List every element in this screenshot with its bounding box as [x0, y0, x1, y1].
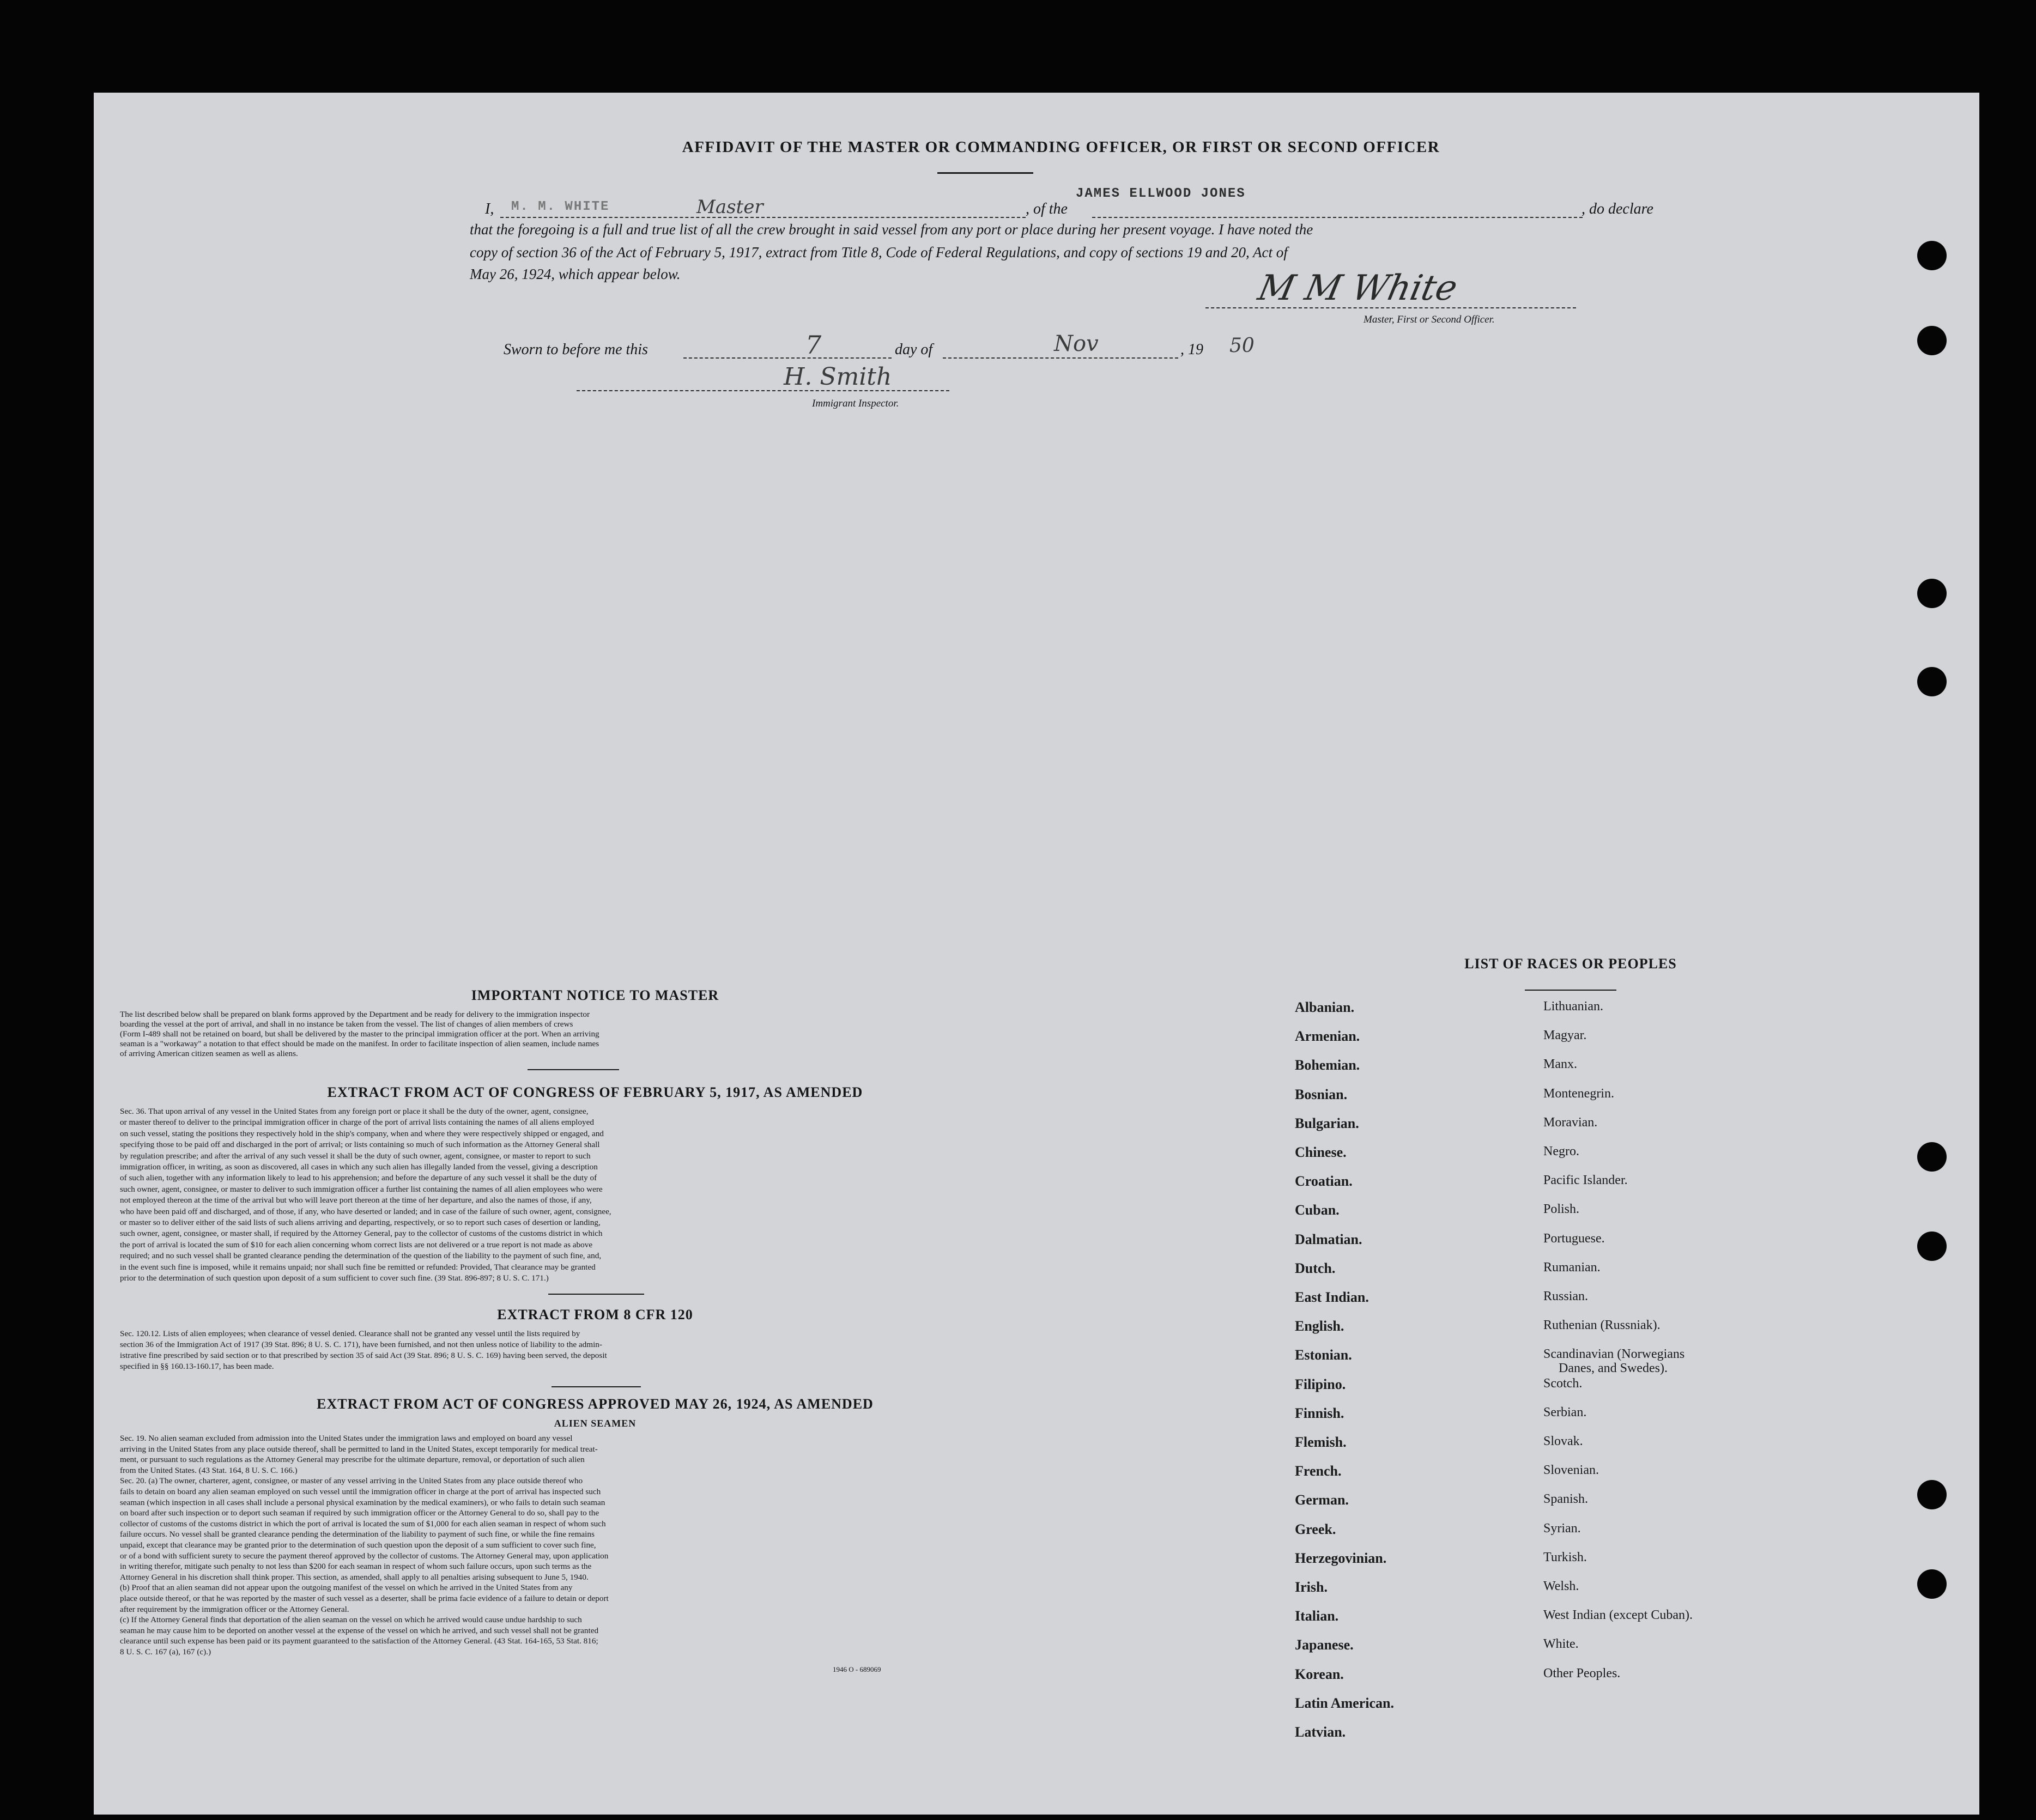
race-item: French.: [1295, 1463, 1342, 1479]
race-item: West Indian (except Cuban).: [1543, 1608, 1693, 1623]
of-the-label: , of the: [1026, 201, 1068, 217]
text-line: specifying those to be paid off and discharged in the port of arrival; or lists containing so much of such information as the Attorney General shall: [120, 1140, 600, 1150]
race-item: Syrian.: [1543, 1521, 1581, 1536]
text-line: seaman (which inspection in all cases shall include a personal physical examination by the medical examiners), or who fails to detain such seaman: [120, 1498, 605, 1507]
text-line: from the United States. (43 Stat. 164, 8 U. S. C. 166.): [120, 1466, 298, 1475]
race-item: Pacific Islander.: [1543, 1173, 1628, 1188]
sworn-day-line: [683, 341, 892, 359]
extract-1917-title: EXTRACT FROM ACT OF CONGRESS OF FEBRUARY 5, 1917, AS AMENDED: [327, 1084, 863, 1100]
binder-hole: [1917, 326, 1947, 355]
race-item: Russian.: [1543, 1289, 1589, 1303]
text-line: place outside thereof, or that he was reported by the master of such vessel as a deserter, shall be prima facie evidence of a failure to detain or deport: [120, 1594, 609, 1603]
race-item: Latvian.: [1295, 1724, 1346, 1740]
race-item: Estonian.: [1295, 1347, 1352, 1363]
affidavit-title: AFFIDAVIT OF THE MASTER OR COMMANDING OFFICER, OR FIRST OR SECOND OFFICER: [682, 138, 1440, 156]
race-item: Cuban.: [1295, 1202, 1340, 1218]
text-line: seaman is a "workaway" a notation to that effect should be made on the manifest. In order to facilitate inspection of alien seamen, include names: [120, 1040, 599, 1048]
extract-cfr-title: EXTRACT FROM 8 CFR 120: [497, 1307, 693, 1322]
text-line: by regulation prescribe; and after the arrival of any such vessel it shall be the duty of such owner, agent, consignee, or master to report to such: [120, 1151, 591, 1161]
vessel-name: JAMES ELLWOOD JONES: [1076, 186, 1246, 201]
notice-title: IMPORTANT NOTICE TO MASTER: [471, 987, 719, 1003]
race-item: German.: [1295, 1492, 1349, 1508]
race-item: Rumanian.: [1543, 1260, 1601, 1275]
text-line: or master so to deliver either of the said lists of such aliens arriving and departing, respectively, or so to report such cases of desertion or landing,: [120, 1218, 601, 1227]
day-of-label: day of: [895, 341, 933, 358]
text-line: specified in §§ 160.13-160.17, has been made.: [120, 1362, 274, 1371]
races-rule: [1525, 990, 1616, 991]
text-line: (c) If the Attorney General finds that deportation of the alien seaman on the vessel on which he arrived would cause undue hardship to such: [120, 1616, 582, 1625]
race-item: Albanian.: [1295, 999, 1355, 1015]
race-item: Danes, and Swedes).: [1559, 1361, 1668, 1376]
sworn-month: Nov: [1054, 331, 1099, 356]
text-line: in the event such fine is imposed, while it remains unpaid; nor shall such fine be remitted or refunded: Provided, That clearance may be granted: [120, 1263, 596, 1272]
text-line: collector of customs of the customs district in which the port of arrival is located the sum of $1,000 for each alien seaman in respect of whom such: [120, 1519, 606, 1528]
vessel-name-line: [1092, 201, 1583, 218]
text-line: not employed thereon at the time of the arrival but who will leave port thereon at the time of her departure, and also the names of those, if any,: [120, 1196, 592, 1205]
race-item: Japanese.: [1295, 1637, 1354, 1653]
race-item: Chinese.: [1295, 1144, 1347, 1160]
race-item: Magyar.: [1543, 1028, 1587, 1043]
race-item: Filipino.: [1295, 1376, 1346, 1392]
race-item: White.: [1543, 1637, 1579, 1652]
race-item: Serbian.: [1543, 1405, 1587, 1419]
sworn-label: Sworn to before me this: [504, 341, 648, 358]
binder-hole: [1917, 1569, 1947, 1599]
binder-hole: [1917, 1231, 1947, 1261]
race-item: Polish.: [1543, 1202, 1580, 1217]
text-line: failure occurs. No vessel shall be granted clearance pending the determination of the liability to payment of such fine, or while the fine remains: [120, 1530, 595, 1539]
text-line: Sec. 120.12. Lists of alien employees; when clearance of vessel denied. Clearance shall not be granted any vessel until the lists required by: [120, 1330, 580, 1338]
master-signature-caption: Master, First or Second Officer.: [1364, 314, 1495, 325]
race-item: Other Peoples.: [1543, 1666, 1621, 1681]
text-line: immigration officer, in writing, as soon as discovered, all cases in which any such alien has illegally landed from the vessel, giving a description: [120, 1163, 598, 1172]
master-signature-line: [1205, 306, 1576, 308]
race-item: Latin American.: [1295, 1695, 1394, 1711]
do-declare-label: , do declare: [1581, 201, 1653, 217]
master-signature: M M White: [1255, 268, 1461, 308]
inspector-signature-line: [577, 389, 949, 391]
officer-rank: Master: [696, 196, 764, 218]
manifest-page: [94, 93, 1979, 1815]
year-prefix: , 19: [1180, 341, 1203, 358]
race-item: Dutch.: [1295, 1260, 1336, 1276]
race-item: Scotch.: [1543, 1376, 1583, 1391]
inspector-caption: Immigrant Inspector.: [812, 398, 899, 409]
text-line: fails to detain on board any alien seaman employed on such vessel until the immigration officer in charge at the port of arrival has inspected such: [120, 1488, 601, 1496]
notice-rule: [528, 1069, 619, 1070]
text-line: clearance until such expense has been paid or its payment guaranteed to the satisfaction of the Attorney General. (43 Stat. 164-165, 53 Stat. 816;: [120, 1637, 598, 1646]
text-line: unpaid, except that clearance may be granted prior to the determination of such question upon the deposit of a sum sufficient to cover such fine,: [120, 1541, 596, 1550]
extract-cfr-rule: [552, 1386, 641, 1387]
extract-1924-title: EXTRACT FROM ACT OF CONGRESS APPROVED MAY 26, 1924, AS AMENDED: [317, 1396, 874, 1412]
sworn-day: 7: [805, 330, 822, 360]
text-line: or master thereof to deliver to the principal immigration officer in charge of the port of arrival lists containing the names of all aliens employed: [120, 1118, 594, 1127]
text-line: ment, or pursuant to such regulations as the Attorney General may prescribe for the ultimate departure, removal, or deportation of such alien: [120, 1455, 585, 1465]
race-item: Portuguese.: [1543, 1231, 1605, 1246]
print-code: 1946 O - 689069: [833, 1665, 881, 1673]
race-item: Spanish.: [1543, 1492, 1589, 1507]
declaration-line-2: copy of section 36 of the Act of February 5, 1917, extract from Title 8, Code of Federal Regulations, and copy of sections 19 and 20, Act of: [470, 244, 1288, 260]
race-item: Finnish.: [1295, 1405, 1344, 1421]
declaration-line-1: that the foregoing is a full and true list of all the crew brought in said vessel from any port or place during her present voyage. I have noted the: [470, 221, 1313, 238]
inspector-signature: H. Smith: [784, 363, 892, 391]
race-item: East Indian.: [1295, 1289, 1369, 1305]
text-line: Sec. 36. That upon arrival of any vessel in the United States from any foreign port or place it shall be the duty of the owner, agent, consignee,: [120, 1107, 589, 1116]
text-line: required; and no such vessel shall be granted clearance pending the determination of the question of the liability to the payment of such fine, and,: [120, 1252, 602, 1261]
text-line: who have been paid off and discharged, and of those, if any, who have deserted or landed; and in case of the failure of such owner, agent, consignee,: [120, 1207, 611, 1216]
race-item: Bohemian.: [1295, 1057, 1360, 1073]
text-line: such owner, agent, consignee, or master shall, if required by the Attorney General, pay to the collector of customs of the customs district in which: [120, 1229, 603, 1239]
text-line: on board after such inspection or to deport such seaman if required by such immigration officer or the Attorney General to do so, shall pay to the: [120, 1509, 599, 1518]
race-item: Herzegovinian.: [1295, 1550, 1387, 1566]
race-item: Manx.: [1543, 1057, 1577, 1072]
binder-hole: [1917, 1480, 1947, 1509]
text-line: prior to the determination of such question upon deposit of a sum sufficient to cover such fine. (39 Stat. 896-897; 8 U. S. C. 171.): [120, 1274, 549, 1283]
text-line: or of a bond with sufficient surety to secure the payment thereof approved by the collector of customs. The Attorney General may, upon application: [120, 1551, 609, 1561]
declaration-line-3: May 26, 1924, which appear below.: [470, 266, 681, 282]
text-line: in writing therefor, mitigate such penalty to not less than $200 for each seaman in respect of whom such failure occurs, upon such terms as the: [120, 1562, 592, 1572]
race-item: Flemish.: [1295, 1434, 1347, 1450]
race-item: Irish.: [1295, 1579, 1328, 1595]
officer-name: M. M. WHITE: [511, 199, 610, 214]
text-line: Attorney General in his discretion shall think proper. This section, as amended, shall apply to all penalties arising subsequent to June 5, 1940.: [120, 1573, 589, 1582]
race-item: Turkish.: [1543, 1550, 1587, 1564]
race-item: Negro.: [1543, 1144, 1579, 1158]
race-item: Armenian.: [1295, 1028, 1360, 1045]
race-item: Korean.: [1295, 1666, 1344, 1682]
text-line: The list described below shall be prepared on blank forms approved by the Department and be ready for delivery to the immigration inspector: [120, 1010, 590, 1019]
text-line: arriving in the United States from any place outside thereof, shall be permitted to land in the United States, except temporarily for medical treat-: [120, 1445, 598, 1454]
text-line: section 36 of the Immigration Act of 1917 (39 Stat. 896; 8 U. S. C. 171), have been furnished, and not then unless notice of liability to the admin-: [120, 1340, 602, 1349]
binder-hole: [1917, 1142, 1947, 1172]
text-line: 8 U. S. C. 167 (a), 167 (c).): [120, 1648, 211, 1657]
text-line: istrative fine prescribed by said section or to that prescribed by section 35 of said Act (39 Stat. 896; 8 U. S. C. 169) having been served, the deposit: [120, 1351, 607, 1360]
text-line: seaman he may cause him to be deported on another vessel at the expense of the vessel on which he arrived, and such vessel shall not be granted: [120, 1626, 599, 1635]
race-item: Dalmatian.: [1295, 1231, 1362, 1247]
text-line: (Form I-489 shall not be retained on board, but shall be delivered by the master to the principal immigration officer at the port. When an arriving: [120, 1030, 599, 1039]
race-item: Slovenian.: [1543, 1463, 1599, 1478]
race-item: Greek.: [1295, 1521, 1336, 1537]
race-item: Croatian.: [1295, 1173, 1353, 1190]
race-item: Slovak.: [1543, 1434, 1583, 1448]
text-line: (b) Proof that an alien seaman did not appear upon the outgoing manifest of the vessel on which he arrived in the United States from any: [120, 1584, 573, 1593]
race-item: Bosnian.: [1295, 1086, 1348, 1102]
race-item: English.: [1295, 1318, 1344, 1334]
title-rule: [937, 172, 1033, 174]
text-line: of such alien, together with any information likely to lead to his apprehension; and before the departure of any such vessel it shall be the duty of: [120, 1174, 597, 1183]
text-line: boarding the vessel at the port of arrival, and shall in no instance be taken from the vessel. The list of changes of alien members of crews: [120, 1020, 573, 1029]
text-line: such owner, agent, consignee, or master to deliver to such immigration officer a further list containing the names of all alien employees who were: [120, 1185, 603, 1194]
sworn-year: 50: [1229, 335, 1255, 357]
text-line: Sec. 19. No alien seaman excluded from admission into the United States under the immigration laws and employed on board any vessel: [120, 1434, 573, 1443]
race-item: Italian.: [1295, 1608, 1339, 1624]
race-item: Bulgarian.: [1295, 1115, 1359, 1131]
race-item: Welsh.: [1543, 1579, 1579, 1593]
text-line: of arriving American citizen seamen as well as aliens.: [120, 1049, 298, 1058]
race-item: Ruthenian (Russniak).: [1543, 1318, 1661, 1333]
races-title: LIST OF RACES OR PEOPLES: [1464, 956, 1677, 972]
race-item: Montenegrin.: [1543, 1086, 1614, 1101]
race-item: Lithuanian.: [1543, 999, 1603, 1014]
affidavit-i-label: I,: [485, 201, 494, 217]
binder-hole: [1917, 667, 1947, 696]
text-line: Sec. 20. (a) The owner, charterer, agent, consignee, or master of any vessel arriving in the United States from any place outside thereof who: [120, 1477, 583, 1486]
text-line: on such vessel, stating the positions they respectively hold in the ship's company, when and where they were respectively shipped or engaged, and: [120, 1129, 604, 1138]
race-item: Scandinavian (Norwegians: [1543, 1347, 1685, 1362]
alien-seamen-heading: ALIEN SEAMEN: [554, 1418, 637, 1429]
text-line: after requirement by the immigration officer or the Attorney General.: [120, 1605, 349, 1614]
race-item: Moravian.: [1543, 1115, 1598, 1130]
binder-hole: [1917, 579, 1947, 608]
extract-1917-rule: [548, 1294, 644, 1295]
text-line: the port of arrival is located the sum of $10 for each alien concerning whom correct lists are not delivered or a true report is not made as above: [120, 1240, 593, 1249]
binder-hole: [1917, 241, 1947, 270]
